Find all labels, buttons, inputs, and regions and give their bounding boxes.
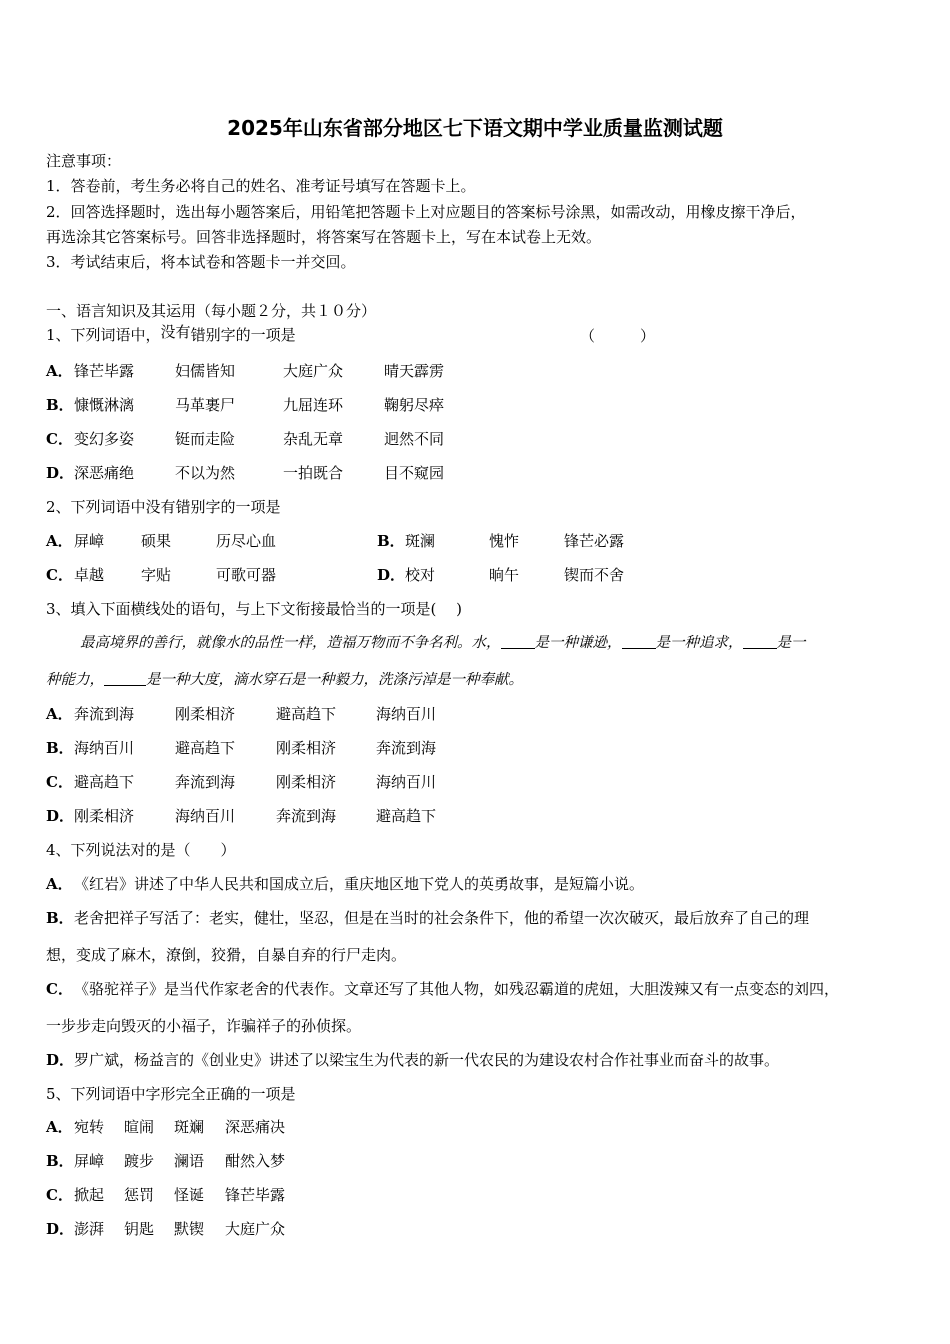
option-word: 奔流到海 [74, 705, 135, 723]
option-word: 宛转 [74, 1118, 105, 1136]
blank-line [501, 634, 535, 649]
option-word: 一拍既合 [283, 464, 344, 482]
q4-option-a [46, 874, 644, 894]
notice-item-3: 3．考试结束后，将本试卷和答题卡一并交回。 [46, 253, 356, 271]
option-word: 字贴 [141, 566, 172, 584]
q1-option-c [46, 429, 444, 449]
option-word: 不以为然 [175, 464, 236, 482]
q4-option-c-cont: 一步步走向毁灭的小福子，诈骗祥子的孙侦探。 [46, 1017, 362, 1035]
q5-option-a [46, 1117, 285, 1137]
option-label: C． [46, 1186, 73, 1204]
option-word: 奔流到海 [376, 739, 437, 757]
q3-stem: 3、填入下面横线处的语句，与上下文衔接最恰当的一项是( ) [46, 600, 463, 618]
q3-option-d [46, 806, 436, 826]
option-text: 《骆驼祥子》是当代作家老舍的代表作。文章还写了其他人物，如残忍霸道的虎妞，大胆泼辣又有一点变态的刘四， [74, 980, 840, 998]
option-text: 罗广斌，杨益言的《创业史》讲述了以梁宝生为代表的新一代农民的为建设农村合作社事业而奋斗的故事。 [74, 1051, 780, 1069]
option-word: 锋芒毕露 [225, 1186, 286, 1204]
q3-passage-line-2 [46, 670, 523, 690]
q2-option-b [377, 531, 624, 551]
option-word: 踱步 [124, 1152, 155, 1170]
q4-option-b [46, 908, 809, 928]
q1-option-b [46, 395, 444, 415]
option-label: C． [46, 980, 73, 998]
option-word: 奔流到海 [175, 773, 236, 791]
option-word: 晌午 [489, 566, 520, 584]
option-word: 马革裹尸 [175, 396, 236, 414]
option-word: 深恶痛决 [225, 1118, 286, 1136]
option-label: D． [46, 464, 75, 482]
option-label: D． [377, 566, 406, 584]
option-word: 斑斓 [174, 1118, 205, 1136]
option-word: 杂乱无章 [283, 430, 344, 448]
passage-text: 是一种追求， [655, 635, 743, 651]
option-word: 深恶痛绝 [74, 464, 135, 482]
option-word: 卓越 [74, 566, 105, 584]
passage-text: 是一 [776, 635, 806, 651]
q1-stem-emphasis: 没有 [160, 323, 191, 341]
option-word: 刚柔相济 [276, 739, 337, 757]
option-label: A． [46, 1118, 73, 1136]
option-word: 海纳百川 [376, 773, 437, 791]
passage-text: 种能力， [46, 672, 104, 688]
q4-option-c [46, 979, 839, 999]
passage-text: 最高境界的善行，就像水的品性一样，造福万物而不争名利。水， [80, 635, 501, 651]
blank-line [743, 634, 777, 649]
q1-stem-c: 错别字的一项是 [190, 326, 296, 344]
option-word: 澜语 [174, 1152, 205, 1170]
option-word: 晴天霹雳 [384, 362, 445, 380]
q5-option-c [46, 1185, 285, 1205]
notice-item-1: 1．答卷前，考生务必将自己的姓名、准考证号填写在答题卡上。 [46, 177, 476, 195]
option-word: 避高趋下 [74, 773, 135, 791]
option-word: 屏嶂 [74, 1152, 105, 1170]
option-word: 刚柔相济 [74, 807, 135, 825]
option-word: 屏嶂 [74, 532, 105, 550]
option-label: B． [377, 532, 405, 550]
option-word: 鞠躬尽瘁 [384, 396, 445, 414]
option-label: B． [46, 739, 74, 757]
q1-answer-paren: （ ） [580, 327, 656, 345]
q3-option-c [46, 772, 436, 792]
option-word: 海纳百川 [376, 705, 437, 723]
passage-text: 是一种谦逊， [534, 635, 622, 651]
page-title: 2025年山东省部分地区七下语文期中学业质量监测试题 [227, 116, 723, 140]
option-word: 默锲 [174, 1220, 205, 1238]
q1-stem-a: 1、下列词语中， [46, 326, 161, 344]
option-label: D． [46, 1220, 75, 1238]
notice-heading: 注意事项： [46, 152, 122, 170]
option-label: D． [46, 807, 75, 825]
option-word: 锲而不舍 [564, 566, 625, 584]
q2-stem: 2、下列词语中没有错别字的一项是 [46, 498, 281, 516]
option-word: 斑澜 [405, 532, 436, 550]
option-word: 慷慨淋漓 [74, 396, 135, 414]
option-word: 妇儒皆知 [175, 362, 236, 380]
option-word: 奔流到海 [276, 807, 337, 825]
notice-item-2: 2．回答选择题时，选出每小题答案后，用铅笔把答题卡上对应题目的答案标号涂黑，如需改动，用橡皮擦干净后， [46, 203, 806, 221]
option-label: B． [46, 1152, 74, 1170]
notice-item-2-cont: 再选涂其它答案标号。回答非选择题时，将答案写在答题卡上，写在本试卷上无效。 [46, 228, 602, 246]
option-word: 锋芒必露 [564, 532, 625, 550]
q1-stem [46, 325, 296, 345]
option-word: 大庭广众 [283, 362, 344, 380]
q2-option-c [46, 565, 276, 585]
option-word: 锋芒毕露 [74, 362, 135, 380]
q1-option-a [46, 361, 444, 381]
q5-option-b [46, 1151, 285, 1171]
option-text: 老舍把祥子写活了：老实，健壮，坚忍，但是在当时的社会条件下，他的希望一次次破灭，最后放弃了自己的理 [74, 909, 810, 927]
option-word: 刚柔相济 [276, 773, 337, 791]
option-label: A． [46, 705, 73, 723]
option-label: D． [46, 1051, 75, 1069]
option-word: 避高趋下 [175, 739, 236, 757]
q5-option-d [46, 1219, 285, 1239]
q2-option-a [46, 531, 276, 551]
option-word: 变幻多姿 [74, 430, 135, 448]
option-text: 《红岩》讲述了中华人民共和国成立后，重庆地区地下党人的英勇故事，是短篇小说。 [74, 875, 645, 893]
section-heading: 一、语言知识及其运用（每小题２分，共１０分） [46, 302, 377, 320]
q1-option-d [46, 463, 444, 483]
blank-line [104, 671, 146, 686]
option-label: A． [46, 362, 73, 380]
option-word: 迥然不同 [384, 430, 445, 448]
option-label: C． [46, 430, 73, 448]
option-word: 校对 [405, 566, 436, 584]
option-word: 避高趋下 [276, 705, 337, 723]
option-word: 暄闹 [124, 1118, 155, 1136]
option-word: 硕果 [141, 532, 172, 550]
option-word: 怪诞 [174, 1186, 205, 1204]
blank-line [622, 634, 656, 649]
option-word: 历尽心血 [216, 532, 277, 550]
q3-option-a [46, 704, 436, 724]
option-label: A． [46, 875, 73, 893]
option-word: 目不窥园 [384, 464, 445, 482]
passage-text: 是一种大度，滴水穿石是一种毅力，洗涤污淖是一种奉献。 [146, 672, 523, 688]
option-label: C． [46, 773, 73, 791]
option-word: 愧怍 [489, 532, 520, 550]
q5-stem: 5、下列词语中字形完全正确的一项是 [46, 1085, 296, 1103]
option-word: 九屈连环 [283, 396, 344, 414]
q4-option-d [46, 1050, 779, 1070]
option-label: C． [46, 566, 73, 584]
option-word: 海纳百川 [74, 739, 135, 757]
option-word: 海纳百川 [175, 807, 236, 825]
option-word: 惩罚 [124, 1186, 155, 1204]
option-word: 可歌可器 [216, 566, 277, 584]
q3-option-b [46, 738, 436, 758]
option-word: 大庭广众 [225, 1220, 286, 1238]
option-label: B． [46, 909, 74, 927]
q3-passage-line-1 [80, 633, 806, 653]
option-label: B． [46, 396, 74, 414]
option-word: 澎湃 [74, 1220, 105, 1238]
option-word: 铤而走险 [175, 430, 236, 448]
q2-option-d [377, 565, 624, 585]
q4-stem: 4、下列说法对的是（ ） [46, 841, 236, 859]
option-word: 避高趋下 [376, 807, 437, 825]
option-word: 掀起 [74, 1186, 105, 1204]
q4-option-b-cont: 想，变成了麻木，潦倒，狡猾，自暴自弃的行尸走肉。 [46, 946, 407, 964]
option-word: 酣然入梦 [225, 1152, 286, 1170]
option-word: 钥匙 [124, 1220, 155, 1238]
option-label: A． [46, 532, 73, 550]
option-word: 刚柔相济 [175, 705, 236, 723]
